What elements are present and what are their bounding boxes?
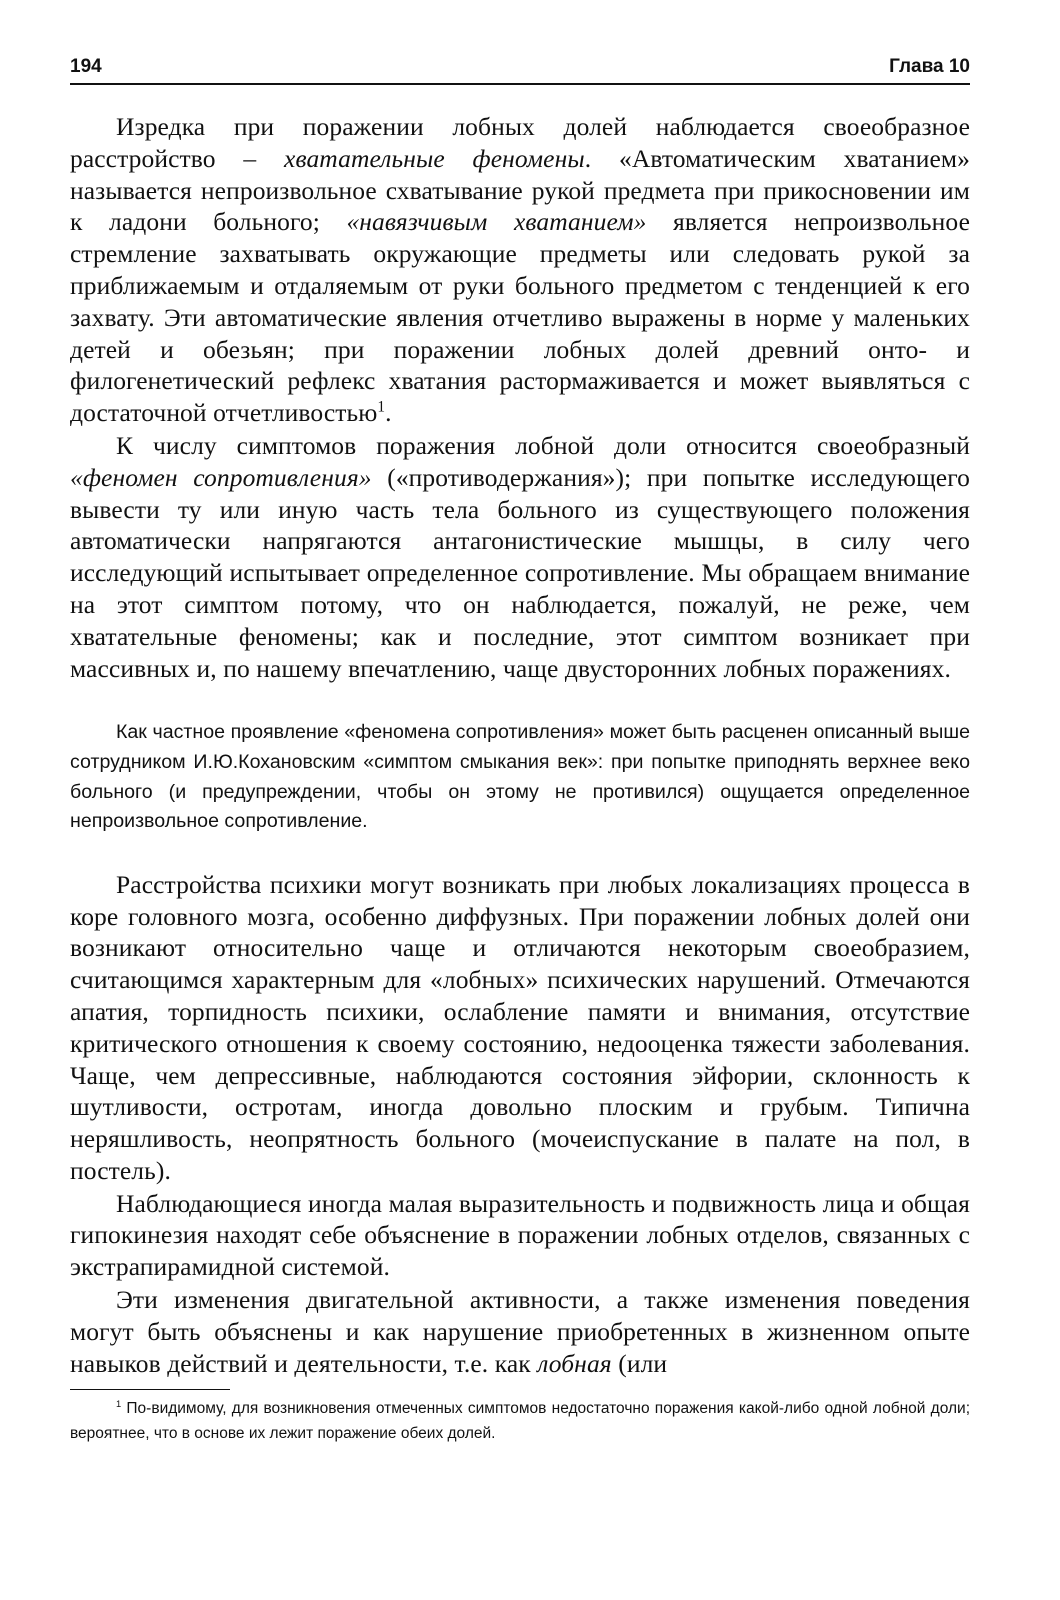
footnote-divider bbox=[70, 1389, 230, 1390]
paragraph-hypokinesia: Наблюдающиеся иногда малая выразительность и подвижность лица и общая гипокинезия находят себе объяснение в поражении лобных отделов, связанных с экстрапирамидной системой. bbox=[70, 1188, 970, 1282]
main-text bbox=[70, 111, 970, 1379]
footnote-text: По-видимому, для возникновения отмеченных симптомов недостаточно поражения какой-либо одной лобной доли; вероятнее, что в основе их лежит поражение обеих долей. bbox=[70, 1400, 970, 1443]
text-run: (или bbox=[611, 1348, 668, 1378]
text-run: К числу симптомов поражения лобной доли относится своеобразный bbox=[116, 430, 970, 460]
paragraph-motor-changes bbox=[70, 1284, 970, 1379]
footnote bbox=[70, 1396, 970, 1446]
page-number: 194 bbox=[70, 56, 102, 77]
emphasis-term: «навязчивым хватанием» bbox=[346, 207, 647, 237]
footnote-mark: 1 bbox=[116, 1399, 122, 1410]
text-run: Изредка при поражении лобных долей наблюдается своеобразное расстройство – bbox=[70, 112, 970, 173]
paragraph-grasping bbox=[70, 111, 970, 429]
paragraph-psychic-disorders: Расстройства психики могут возникать при любых локализациях процесса в коре головного мозга, особенно диффузных. При поражении лобных долей они возникают относительно чаще и отличаются некоторым своеобразием, считающимся характерным для «лобных» психических нарушений. Отмечаются апатия, торпидность психики, ослабление памяти и внимания, отсутствие критического отношения к своему состоянию, недооценка тяжести заболевания. Чаще, чем депрессивные, наблюдаются состояния эйфории, склонность к шутливости, остротам, иногда довольно плоским и грубым. Типична неряшливость, неопрятность больного (мочеиспускание в палате на пол, в постель). bbox=[70, 869, 970, 1185]
footnote-ref[interactable]: 1 bbox=[377, 398, 386, 416]
emphasis-term: лобная bbox=[537, 1348, 612, 1378]
running-header bbox=[70, 56, 970, 85]
chapter-title: Глава 10 bbox=[889, 56, 970, 77]
text-run: . «Автоматическим хватанием» называется непроизвольное схватывание рукой предмета при прикосновении им к ладони больного; bbox=[70, 143, 970, 237]
emphasis-term: «феномен сопротивления» bbox=[70, 462, 372, 492]
paragraph-resistance bbox=[70, 430, 970, 684]
text-run: Эти изменения двигательной активности, а также изменения поведения могут быть объяснены и как нарушение приобретенных в жизненном опыте навыков действий и деятельности, т.е. как bbox=[70, 1285, 970, 1378]
text-run: («противодержания»); при попытке исследующего вывести ту или иную часть тела больного из существующего положения автоматически напрягаются антагонистические мышцы, в силу чего исследующий испытывает определенное сопротивление. Мы обращаем внимание на этот симптом потому, что он наблюдается, пожалуй, не реже, чем хватательные феномены; как и последние, этот симптом возникает при массивных и, по нашему впечатлению, чаще двусторонних лобных поражениях. bbox=[70, 462, 970, 683]
emphasis-term: хватательные феномены bbox=[284, 143, 585, 173]
book-page bbox=[70, 56, 970, 1446]
text-run: . bbox=[385, 398, 392, 428]
small-print-note: Как частное проявление «феномена сопротивления» может быть расценен описанный выше сотрудником И.Ю.Кохановским «симптом смыкания век»: при попытке приподнять верхнее веко больного (и предупреждении, чтобы он этому не противился) ощущается определенное непроизвольное сопротивление. bbox=[70, 721, 970, 833]
text-run: является непроизвольное стремление захватывать окружающие предметы или следовать рукой за приближаемым и отдаляемым от руки больного предметом с тенденцией к его захвату. Эти автоматические явления отчетливо выражены в норме у маленьких детей и обезьян; при поражении лобных долей древний онто- и филогенетический рефлекс хватания растормаживается и может выявляться с достаточной отчетливостью bbox=[70, 207, 970, 428]
